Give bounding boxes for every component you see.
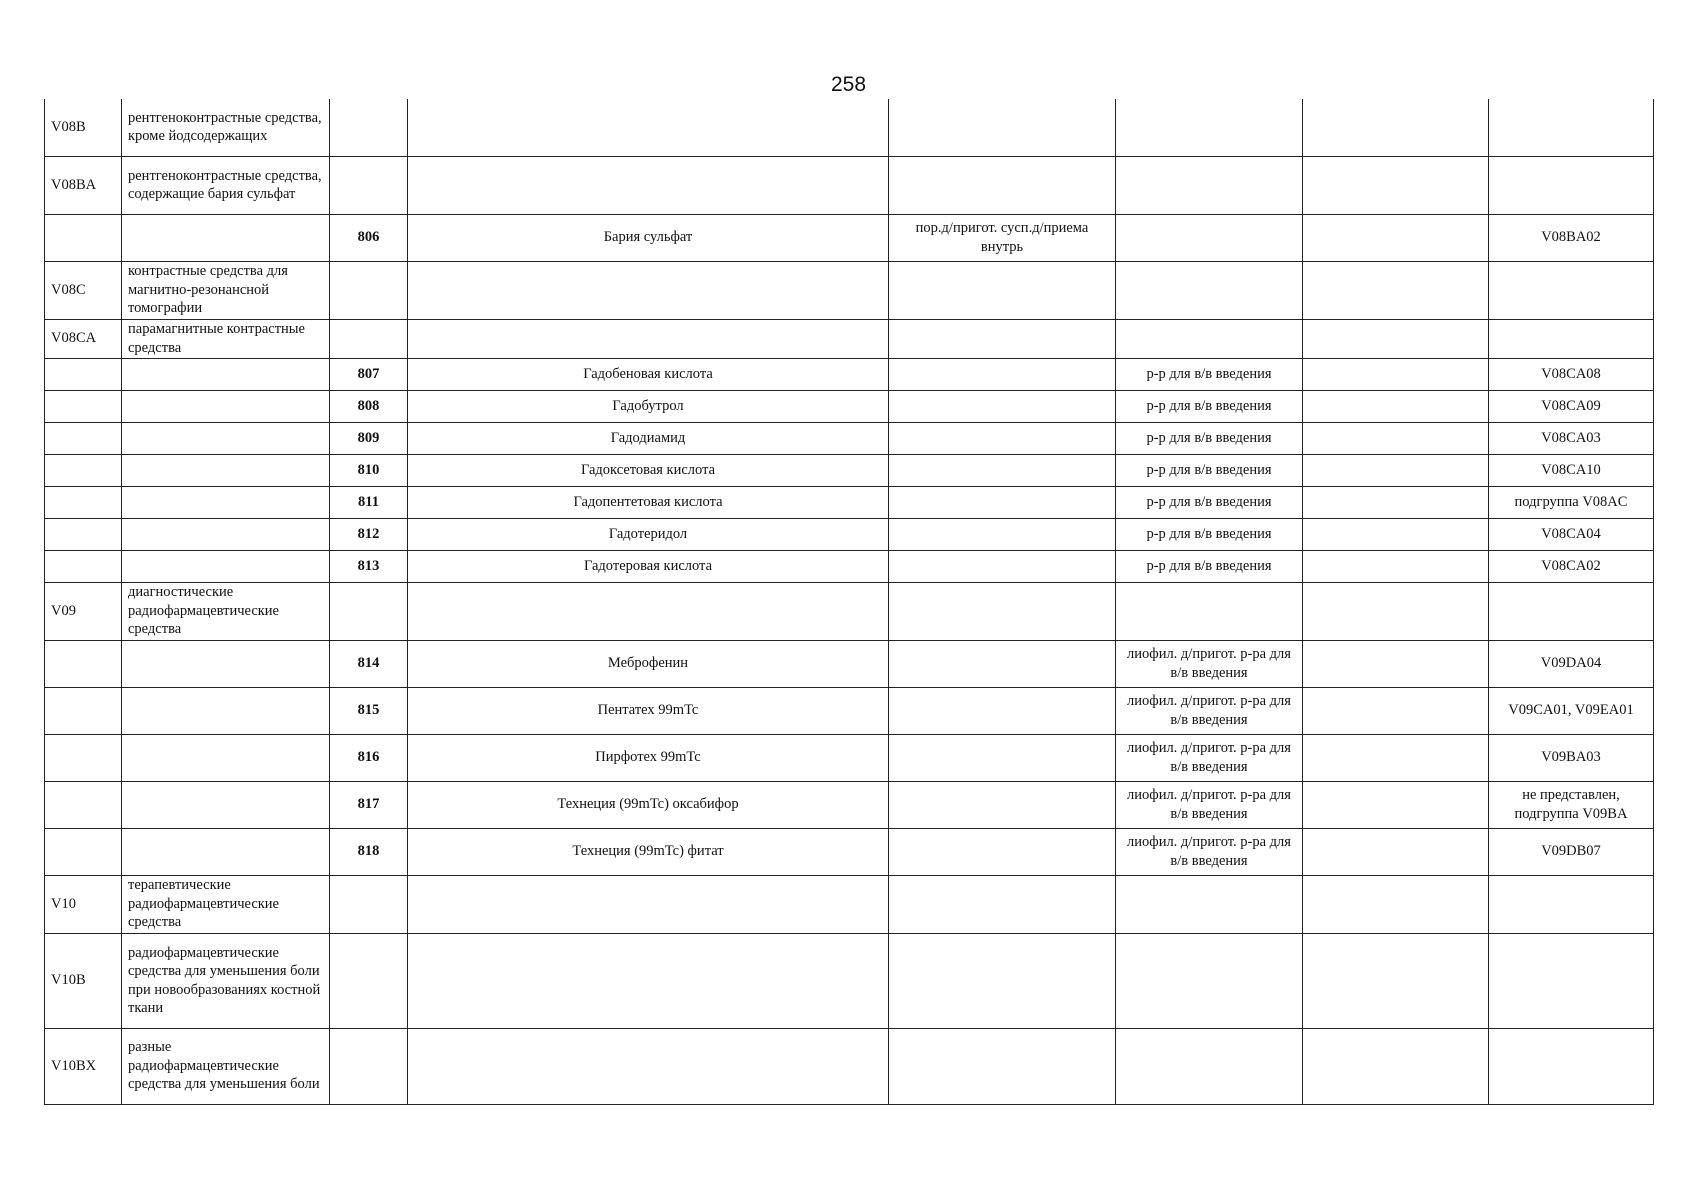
group-name <box>122 828 330 875</box>
dosage-form-alt: р-р для в/в введения <box>1116 518 1303 550</box>
atc-group-code: V09 <box>45 582 122 640</box>
group-name <box>122 486 330 518</box>
atc-group-code <box>45 486 122 518</box>
table-row <box>45 781 1654 828</box>
drug-name: Гадоксетовая кислота <box>408 454 889 486</box>
group-name <box>122 214 330 261</box>
atc-group-code <box>45 518 122 550</box>
atc-code <box>1489 875 1654 933</box>
dosage-form-alt <box>1116 156 1303 214</box>
dosage-form <box>889 828 1116 875</box>
atc-code <box>1489 319 1654 358</box>
dosage-form-alt <box>1116 875 1303 933</box>
table-row <box>45 640 1654 687</box>
group-name: разные радиофармацевтические средства для уменьшения боли <box>122 1028 330 1104</box>
dosage-form <box>889 550 1116 582</box>
extra-cell <box>1303 550 1489 582</box>
item-number: 809 <box>330 422 408 454</box>
atc-group-code <box>45 640 122 687</box>
atc-code: V08CA09 <box>1489 390 1654 422</box>
drug-name: Пирфотех 99mTc <box>408 734 889 781</box>
atc-code: V08CA04 <box>1489 518 1654 550</box>
atc-group-code <box>45 781 122 828</box>
atc-group-code: V10BX <box>45 1028 122 1104</box>
drug-name <box>408 99 889 156</box>
item-number: 813 <box>330 550 408 582</box>
atc-code <box>1489 582 1654 640</box>
dosage-form <box>889 687 1116 734</box>
group-name: терапевтические радиофармацевтические средства <box>122 875 330 933</box>
atc-group-code <box>45 828 122 875</box>
item-number <box>330 582 408 640</box>
atc-code: V09DB07 <box>1489 828 1654 875</box>
atc-group-code: V08B <box>45 99 122 156</box>
group-name <box>122 518 330 550</box>
table-row <box>45 390 1654 422</box>
group-name <box>122 734 330 781</box>
dosage-form <box>889 99 1116 156</box>
table-row <box>45 828 1654 875</box>
dosage-form-alt: лиофил. д/пригот. р-ра для в/в введения <box>1116 828 1303 875</box>
table-row <box>45 550 1654 582</box>
item-number: 808 <box>330 390 408 422</box>
drug-name <box>408 1028 889 1104</box>
drug-name: Гадобутрол <box>408 390 889 422</box>
drug-name: Гадотеридол <box>408 518 889 550</box>
atc-group-code <box>45 687 122 734</box>
drug-table <box>44 99 1654 1105</box>
drug-name: Гадопентетовая кислота <box>408 486 889 518</box>
extra-cell <box>1303 99 1489 156</box>
atc-group-code <box>45 550 122 582</box>
dosage-form <box>889 390 1116 422</box>
dosage-form-alt: р-р для в/в введения <box>1116 422 1303 454</box>
extra-cell <box>1303 781 1489 828</box>
item-number: 814 <box>330 640 408 687</box>
table-row <box>45 99 1654 156</box>
extra-cell <box>1303 875 1489 933</box>
dosage-form <box>889 156 1116 214</box>
table-row <box>45 687 1654 734</box>
dosage-form <box>889 422 1116 454</box>
extra-cell <box>1303 358 1489 390</box>
atc-group-code: V08BA <box>45 156 122 214</box>
atc-group-code <box>45 390 122 422</box>
atc-group-code: V10B <box>45 933 122 1028</box>
table-body <box>45 99 1654 1104</box>
dosage-form-alt <box>1116 99 1303 156</box>
atc-code: V08CA10 <box>1489 454 1654 486</box>
group-name <box>122 781 330 828</box>
drug-name: Технеция (99mTc) фитат <box>408 828 889 875</box>
atc-code: V08CA08 <box>1489 358 1654 390</box>
dosage-form <box>889 781 1116 828</box>
atc-code: V08CA03 <box>1489 422 1654 454</box>
extra-cell <box>1303 828 1489 875</box>
table-row <box>45 875 1654 933</box>
dosage-form-alt: лиофил. д/пригот. р-ра для в/в введения <box>1116 734 1303 781</box>
dosage-form-alt: р-р для в/в введения <box>1116 550 1303 582</box>
item-number: 816 <box>330 734 408 781</box>
dosage-form <box>889 319 1116 358</box>
item-number: 812 <box>330 518 408 550</box>
page-number: 258 <box>830 73 867 96</box>
group-name <box>122 422 330 454</box>
group-name <box>122 687 330 734</box>
atc-group-code <box>45 422 122 454</box>
drug-name: Технеция (99mTc) оксабифор <box>408 781 889 828</box>
item-number: 818 <box>330 828 408 875</box>
atc-code: V09DA04 <box>1489 640 1654 687</box>
table-row <box>45 933 1654 1028</box>
item-number: 815 <box>330 687 408 734</box>
extra-cell <box>1303 319 1489 358</box>
atc-group-code: V08C <box>45 261 122 319</box>
atc-code: V08CA02 <box>1489 550 1654 582</box>
table-row <box>45 422 1654 454</box>
dosage-form <box>889 875 1116 933</box>
dosage-form-alt: лиофил. д/пригот. р-ра для в/в введения <box>1116 687 1303 734</box>
dosage-form-alt: р-р для в/в введения <box>1116 390 1303 422</box>
drug-name: Бария сульфат <box>408 214 889 261</box>
table-row <box>45 1028 1654 1104</box>
drug-name: Гадодиамид <box>408 422 889 454</box>
extra-cell <box>1303 640 1489 687</box>
dosage-form <box>889 358 1116 390</box>
dosage-form-alt <box>1116 1028 1303 1104</box>
atc-code: подгруппа V08AC <box>1489 486 1654 518</box>
group-name <box>122 358 330 390</box>
group-name <box>122 390 330 422</box>
atc-group-code <box>45 214 122 261</box>
atc-code <box>1489 1028 1654 1104</box>
dosage-form <box>889 518 1116 550</box>
dosage-form <box>889 734 1116 781</box>
dosage-form <box>889 454 1116 486</box>
item-number <box>330 156 408 214</box>
atc-code <box>1489 156 1654 214</box>
dosage-form <box>889 261 1116 319</box>
dosage-form-alt <box>1116 582 1303 640</box>
group-name <box>122 454 330 486</box>
table-row <box>45 582 1654 640</box>
dosage-form-alt: лиофил. д/пригот. р-ра для в/в введения <box>1116 781 1303 828</box>
dosage-form-alt: р-р для в/в введения <box>1116 486 1303 518</box>
group-name: рентгеноконтрастные средства, содержащие бария сульфат <box>122 156 330 214</box>
drug-name: Гадотеровая кислота <box>408 550 889 582</box>
drug-name: Пентатех 99mTc <box>408 687 889 734</box>
table-row <box>45 319 1654 358</box>
drug-name <box>408 261 889 319</box>
group-name <box>122 550 330 582</box>
drug-name <box>408 582 889 640</box>
extra-cell <box>1303 933 1489 1028</box>
atc-code <box>1489 99 1654 156</box>
extra-cell <box>1303 734 1489 781</box>
extra-cell <box>1303 261 1489 319</box>
dosage-form <box>889 582 1116 640</box>
extra-cell <box>1303 422 1489 454</box>
drug-name <box>408 156 889 214</box>
table-row <box>45 518 1654 550</box>
table-row <box>45 214 1654 261</box>
atc-code: не представлен, подгруппа V09BA <box>1489 781 1654 828</box>
dosage-form <box>889 1028 1116 1104</box>
dosage-form <box>889 933 1116 1028</box>
extra-cell <box>1303 454 1489 486</box>
item-number <box>330 99 408 156</box>
extra-cell <box>1303 486 1489 518</box>
extra-cell <box>1303 582 1489 640</box>
table-row <box>45 454 1654 486</box>
drug-name <box>408 875 889 933</box>
atc-code <box>1489 933 1654 1028</box>
item-number <box>330 875 408 933</box>
extra-cell <box>1303 214 1489 261</box>
group-name: рентгеноконтрастные средства, кроме йодсодержащих <box>122 99 330 156</box>
group-name: радиофармацевтические средства для уменьшения боли при новообразованиях костной ткани <box>122 933 330 1028</box>
item-number <box>330 319 408 358</box>
group-name: диагностические радиофармацевтические средства <box>122 582 330 640</box>
item-number: 810 <box>330 454 408 486</box>
group-name <box>122 640 330 687</box>
item-number: 807 <box>330 358 408 390</box>
item-number <box>330 1028 408 1104</box>
item-number: 811 <box>330 486 408 518</box>
table-row <box>45 358 1654 390</box>
dosage-form <box>889 486 1116 518</box>
item-number <box>330 261 408 319</box>
group-name: контрастные средства для магнитно-резонансной томографии <box>122 261 330 319</box>
atc-code: V09CA01, V09EA01 <box>1489 687 1654 734</box>
table-row <box>45 486 1654 518</box>
dosage-form-alt <box>1116 319 1303 358</box>
atc-code: V09BA03 <box>1489 734 1654 781</box>
extra-cell <box>1303 1028 1489 1104</box>
item-number <box>330 933 408 1028</box>
atc-group-code <box>45 358 122 390</box>
drug-name: Меброфенин <box>408 640 889 687</box>
dosage-form-alt <box>1116 214 1303 261</box>
table-row <box>45 734 1654 781</box>
atc-code: V08BA02 <box>1489 214 1654 261</box>
extra-cell <box>1303 390 1489 422</box>
drug-name <box>408 933 889 1028</box>
dosage-form-alt <box>1116 261 1303 319</box>
extra-cell <box>1303 687 1489 734</box>
extra-cell <box>1303 518 1489 550</box>
item-number: 817 <box>330 781 408 828</box>
dosage-form <box>889 640 1116 687</box>
atc-group-code <box>45 454 122 486</box>
atc-group-code: V08CA <box>45 319 122 358</box>
item-number: 806 <box>330 214 408 261</box>
dosage-form-alt: р-р для в/в введения <box>1116 358 1303 390</box>
dosage-form-alt: лиофил. д/пригот. р-ра для в/в введения <box>1116 640 1303 687</box>
group-name: парамагнитные контрастные средства <box>122 319 330 358</box>
extra-cell <box>1303 156 1489 214</box>
atc-group-code <box>45 734 122 781</box>
dosage-form: пор.д/пригот. сусп.д/приема внутрь <box>889 214 1116 261</box>
table-row <box>45 261 1654 319</box>
drug-name: Гадобеновая кислота <box>408 358 889 390</box>
drug-name <box>408 319 889 358</box>
dosage-form-alt <box>1116 933 1303 1028</box>
atc-group-code: V10 <box>45 875 122 933</box>
table-row <box>45 156 1654 214</box>
atc-code <box>1489 261 1654 319</box>
dosage-form-alt: р-р для в/в введения <box>1116 454 1303 486</box>
